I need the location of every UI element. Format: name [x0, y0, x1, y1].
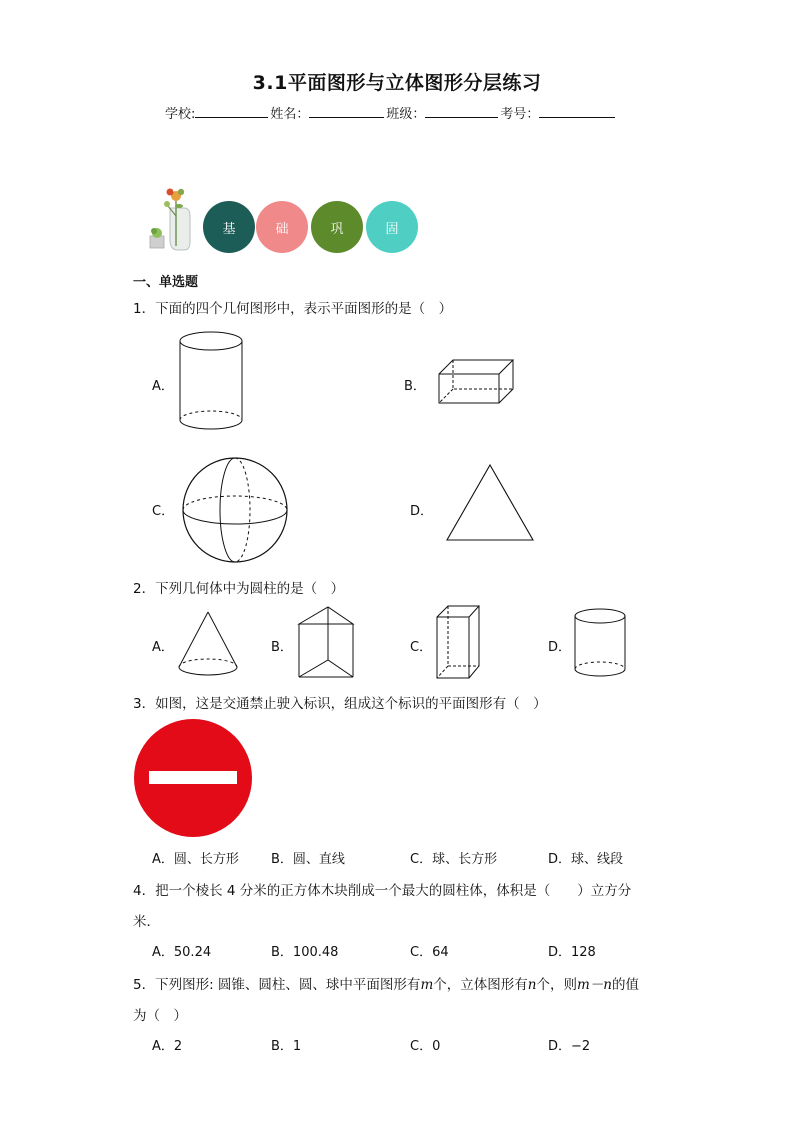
q4-text-line2: 米． [133, 914, 160, 930]
q5-var-n: n [527, 977, 537, 993]
q1-triangle-figure [444, 463, 536, 543]
class-label: 班级： [386, 107, 426, 122]
q1-option-a[interactable]: A． [152, 379, 174, 394]
section-heading: 一、单选题 [133, 275, 199, 290]
q3-option-c[interactable]: C．球、长方形 [410, 852, 498, 867]
q3-option-a[interactable]: A．圆、长方形 [152, 852, 239, 867]
q1-option-b[interactable]: B． [404, 379, 426, 394]
q5-option-a[interactable]: A．2 [152, 1039, 183, 1054]
q2-option-c[interactable]: C． [410, 640, 433, 655]
q4-option-d[interactable]: D．128 [548, 945, 596, 960]
q5-text-line1 [133, 973, 639, 993]
q5-part1: 5．下列图形: 圆锥、圆柱、圆、球中平面图形有 [133, 977, 421, 993]
q5-option-c[interactable]: C．0 [410, 1039, 441, 1054]
class-blank[interactable] [425, 103, 498, 118]
q2-option-a[interactable]: A． [152, 640, 174, 655]
banner-circle-2 [256, 201, 308, 253]
id-label: 考号： [500, 107, 540, 122]
banner-circle-4 [366, 201, 418, 253]
q2-option-d[interactable]: D． [548, 640, 572, 655]
banner-circle-3 [311, 201, 363, 253]
banner-char-2: 础 [275, 221, 289, 237]
q4-option-a[interactable]: A．50.24 [152, 945, 212, 960]
name-label: 姓名： [270, 107, 310, 122]
q5-option-d[interactable]: D．−2 [548, 1039, 591, 1054]
q5-part2: 个，立体图形有 [433, 977, 528, 993]
q5-part3: 个，则 [536, 977, 577, 993]
q5-text-line2: 为（ ） [133, 1008, 187, 1024]
q1-sphere-figure [180, 455, 290, 565]
banner-char-4: 固 [385, 221, 399, 237]
q3-option-d[interactable]: D．球、线段 [548, 852, 624, 867]
banner-circle-1 [203, 201, 255, 253]
q1-option-d[interactable]: D． [410, 504, 434, 519]
q1-cylinder-figure [175, 328, 247, 434]
q1-text: 1．下面的四个几何图形中，表示平面图形的是（ ） [133, 301, 453, 317]
q1-cuboid-figure [436, 358, 516, 406]
q2-tall-cuboid-figure [434, 603, 482, 681]
q4-text-line1: 4．把一个棱长 4 分米的正方体木块削成一个最大的圆柱体，体积是（ ）立方分 [133, 883, 632, 899]
no-entry-sign-figure [132, 717, 254, 839]
school-label: 学校: [165, 107, 196, 122]
banner-char-1: 基 [222, 221, 236, 237]
name-blank[interactable] [309, 103, 384, 118]
q1-option-c[interactable]: C． [152, 504, 175, 519]
q2-cylinder-figure [571, 606, 629, 680]
q4-option-c[interactable]: C．64 [410, 945, 449, 960]
banner-char-3: 巩 [330, 221, 344, 237]
q5-var-m: m [420, 977, 434, 993]
q3-option-b[interactable]: B．圆、直线 [271, 852, 345, 867]
q2-text: 2．下列几何体中为圆柱的是（ ） [133, 581, 345, 597]
school-blank[interactable] [195, 103, 268, 118]
student-info-line [165, 103, 617, 122]
q5-expression: m－n [576, 977, 612, 993]
q3-text: 3．如图，这是交通禁止驶入标识，组成这个标识的平面图形有（ ） [133, 696, 547, 712]
q2-cone-figure [176, 609, 240, 679]
page-title: 3.1平面图形与立体图形分层练习 [252, 72, 542, 94]
no-entry-sign-bar [149, 771, 237, 784]
plant-vase-decoration [146, 186, 192, 252]
q5-part4: 的值 [611, 977, 639, 993]
q4-option-b[interactable]: B．100.48 [271, 945, 339, 960]
q2-prism-figure [296, 604, 356, 680]
id-blank[interactable] [539, 103, 615, 118]
q5-option-b[interactable]: B．1 [271, 1039, 302, 1054]
q2-option-b[interactable]: B． [271, 640, 293, 655]
